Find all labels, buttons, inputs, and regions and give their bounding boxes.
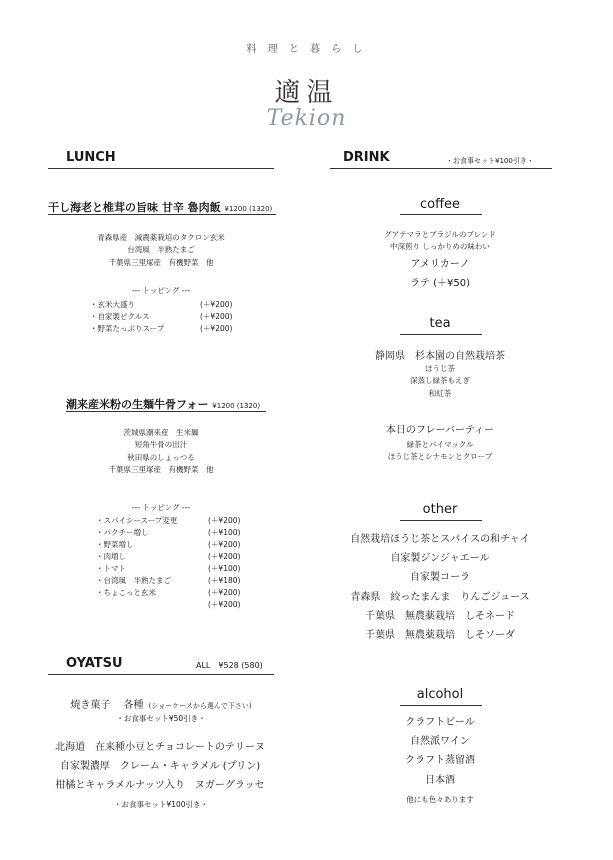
topping-price: (＋¥200) bbox=[208, 588, 241, 597]
alcohol-item: クラフト蒸留酒 bbox=[405, 755, 475, 767]
other-item: 千葉県 無農薬栽培 しそネード bbox=[365, 610, 515, 622]
topping-name: ・玄米大盛り bbox=[90, 300, 135, 309]
brand-subtitle: 料 理 と 暮 ら し bbox=[246, 44, 367, 55]
oyatsu-item: 柑橘とキャラメルナッツ入り ヌガーグラッセ bbox=[55, 780, 265, 791]
topping-name: ・ちょこっと玄米 bbox=[96, 588, 156, 597]
oyatsu-set-note2: ・お食事セット¥100引き・ bbox=[113, 800, 209, 809]
tea-heading: tea bbox=[429, 316, 451, 331]
oyatsu-divider bbox=[48, 674, 274, 675]
oyatsu-item: 自家製濃厚 クレーム・キャラメル (プリン) bbox=[59, 761, 261, 772]
topping-price: (＋¥200) bbox=[200, 300, 233, 309]
dish2-price: ¥1200 (1320) bbox=[212, 402, 261, 410]
topping-name: ・野菜たっぷりスープ bbox=[90, 324, 165, 333]
other-item: 自然栽培ほうじ茶とスパイスの和チャイ bbox=[350, 534, 530, 545]
tea-item1: 静岡県 杉本園の自然栽培茶 bbox=[375, 351, 505, 362]
topping-row bbox=[90, 323, 250, 335]
topping-row bbox=[96, 551, 256, 563]
oyatsu-item1-name: 焼き菓子 各種 bbox=[70, 700, 144, 711]
detail-line: 青森県産 減農薬栽培のタクロン玄米 bbox=[97, 233, 225, 242]
dish2-topping-title: --- トッピング --- bbox=[131, 503, 191, 512]
tea-item2: 本日のフレーバーティー bbox=[385, 425, 495, 436]
tea-underline bbox=[400, 334, 482, 335]
coffee-item: アメリカーノ bbox=[410, 259, 470, 270]
topping-price: (＋¥200) bbox=[208, 540, 241, 549]
dish1-underline bbox=[48, 214, 276, 215]
coffee-note: グアテマラとブラジルのブレンド bbox=[384, 230, 496, 239]
topping-name: ・肉増し bbox=[96, 552, 126, 561]
alcohol-note: 他にも色々あります bbox=[406, 795, 474, 804]
tea-item1-notes bbox=[330, 363, 550, 400]
other-item: 自家製コーラ bbox=[410, 572, 470, 584]
dish-name bbox=[48, 199, 272, 215]
topping-price: (＋¥200) bbox=[208, 600, 241, 609]
oyatsu-items bbox=[40, 738, 280, 795]
tea-note: ほうじ茶 bbox=[425, 364, 455, 373]
detail-line: 茨城県潮来産 生米麺 bbox=[123, 428, 199, 437]
tea-item2-notes bbox=[330, 439, 550, 464]
topping-row bbox=[96, 563, 256, 575]
alcohol-item: 自然派ワイン bbox=[410, 736, 470, 748]
topping-price: (＋¥180) bbox=[208, 576, 241, 585]
topping-price: (＋¥100) bbox=[208, 528, 241, 537]
brand-title: 適温 bbox=[274, 78, 339, 108]
other-underline bbox=[400, 520, 482, 521]
topping-row bbox=[96, 599, 256, 611]
detail-line: 千葉県三里塚産 有機野菜 他 bbox=[108, 257, 214, 267]
detail-line: 秋田県のしょっつる bbox=[127, 452, 195, 462]
topping-name: ・トマト bbox=[96, 564, 126, 573]
other-heading: other bbox=[422, 502, 458, 517]
detail-line: 千葉県三里塚産 有機野菜 他 bbox=[108, 465, 214, 475]
other-item: 千葉県 無農薬栽培 しそソーダ bbox=[365, 630, 515, 642]
topping-name: ・自家製ピクルス bbox=[90, 312, 150, 321]
topping-name: ・野菜増し bbox=[96, 540, 134, 549]
topping-row bbox=[96, 539, 256, 551]
detail-line: 台湾風 半熟たまご bbox=[127, 245, 195, 255]
tea-note: 緑茶とパイマックル bbox=[406, 440, 474, 449]
topping-row bbox=[96, 515, 256, 527]
topping-row bbox=[90, 299, 250, 311]
coffee-note: 中深煎り しっかりめの味わい bbox=[390, 242, 490, 252]
dish2-underline bbox=[66, 411, 266, 412]
tea-note: ほうじ茶とシナモンとクローブ bbox=[387, 452, 493, 462]
topping-price: (＋¥100) bbox=[208, 564, 241, 573]
tea-note: 和紅茶 bbox=[428, 388, 452, 398]
alcohol-items bbox=[330, 713, 550, 790]
detail-line: 短角牛骨の出汁 bbox=[134, 440, 188, 450]
dish1-name: 干し海老と椎茸の旨味 甘辛 魯肉飯 bbox=[48, 201, 221, 214]
topping-row bbox=[96, 575, 256, 587]
coffee-item: ラテ (＋¥50) bbox=[409, 278, 471, 290]
coffee-items bbox=[330, 255, 550, 293]
oyatsu-item1-note: (ショーケースから選んで下さい) bbox=[148, 702, 252, 710]
topping-name: ・台湾風 半熟たまご bbox=[96, 576, 171, 585]
oyatsu-set-note1: ・お食事セット¥50引き・ bbox=[116, 714, 206, 723]
oyatsu-heading: OYATSU bbox=[66, 656, 123, 671]
drink-set-note: ・お食事セット¥100引き・ bbox=[446, 157, 534, 165]
coffee-heading: coffee bbox=[419, 197, 461, 212]
alcohol-item: クラフトビール bbox=[405, 717, 475, 728]
dish2-details bbox=[48, 427, 274, 477]
tea-note: 深蒸し緑茶もえぎ bbox=[410, 376, 470, 386]
dish-name bbox=[66, 396, 260, 412]
dish2-toppings bbox=[96, 515, 256, 611]
oyatsu-price: ALL ¥528 (580) bbox=[196, 661, 263, 670]
dish1-topping-title: --- トッピング --- bbox=[131, 286, 191, 295]
brand-script-logo: Tekion bbox=[266, 106, 347, 131]
other-item: 自家製ジンジャエール bbox=[390, 553, 490, 565]
dish2-name: 潮来産米粉の生麺牛骨フォー bbox=[66, 398, 209, 411]
lunch-heading: LUNCH bbox=[66, 150, 116, 165]
coffee-notes bbox=[330, 229, 550, 254]
topping-price: (＋¥200) bbox=[208, 516, 241, 525]
lunch-divider bbox=[48, 168, 274, 169]
other-items bbox=[330, 530, 550, 645]
topping-name: ・スパイシースープ変更 bbox=[96, 516, 178, 525]
dish1-details bbox=[48, 232, 274, 269]
drink-heading: DRINK bbox=[343, 150, 390, 165]
topping-row bbox=[96, 527, 256, 539]
dish1-toppings bbox=[90, 299, 250, 335]
alcohol-underline bbox=[400, 705, 482, 706]
topping-row bbox=[90, 311, 250, 323]
alcohol-heading: alcohol bbox=[416, 687, 464, 702]
topping-price: (＋¥200) bbox=[208, 552, 241, 561]
other-item: 青森県 絞ったまんま りんごジュース bbox=[350, 591, 530, 603]
topping-name: ・パクチー増し bbox=[96, 528, 149, 537]
coffee-underline bbox=[400, 214, 482, 215]
dish1-price: ¥1200 (1320) bbox=[224, 205, 273, 213]
topping-price: (＋¥200) bbox=[200, 324, 233, 333]
topping-price: (＋¥200) bbox=[200, 312, 233, 321]
topping-row bbox=[96, 587, 256, 599]
alcohol-item: 日本酒 bbox=[425, 774, 455, 786]
oyatsu-item1 bbox=[48, 693, 274, 712]
oyatsu-item: 北海道 在来種小豆とチョコレートのテリーヌ bbox=[55, 742, 265, 753]
drink-divider bbox=[330, 168, 552, 169]
